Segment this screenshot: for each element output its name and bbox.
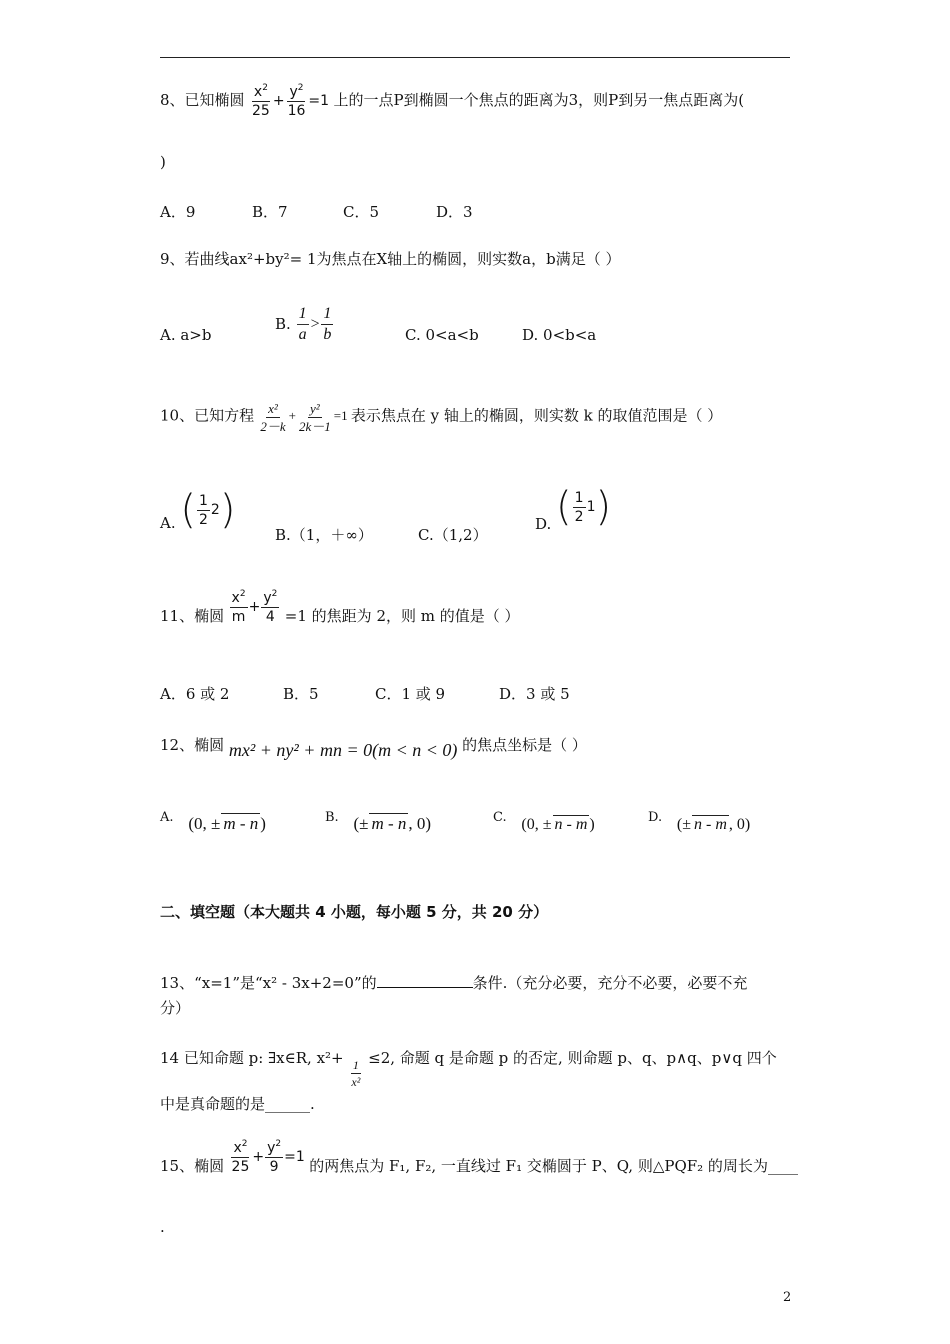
q15-line	[160, 1140, 798, 1176]
q10-equation: $\frac{\text{x²}}{2-k}$ + $\frac{\text{y²}}{2k-1}$ =1	[260, 401, 348, 434]
q9-option-a: A. a>b	[160, 326, 212, 344]
q14-fraction: $\frac{1}{\text{x²}}$	[351, 1058, 361, 1089]
section-title: 二、填空题（本大题共 4 小题，每小题 5 分，共 20 分）	[160, 903, 549, 921]
q10-option-b: B.（1，＋∞）	[275, 526, 373, 544]
q8-prefix: 8、已知椭圆	[160, 91, 245, 109]
q11-option-a: A．6 或 2	[160, 685, 230, 703]
q13-post: 条件.（充分必要，充分不必要，必要不充	[472, 974, 748, 992]
q12-text: 的焦点坐标是（ ）	[462, 736, 587, 754]
q9-option-b: B. $\frac{1}{a}$ > $\frac{1}{b}$	[275, 305, 332, 343]
q10-line	[160, 402, 722, 433]
q12-option-b: B. (± m - n , 0)	[325, 810, 432, 833]
q11-option-b: B．5	[283, 685, 319, 703]
q8-line	[160, 84, 744, 118]
q8-equation: $\frac{x^2}{25}$ + $\frac{y^2}{16}$ =1	[252, 83, 330, 119]
q8-text: 上的一点P到椭圆一个焦点的距离为3，则P到另一焦点距离为(	[333, 91, 745, 109]
q12-option-d: D. (± n - m , 0)	[648, 810, 751, 833]
q12-equation: mx² + ny² + mn = 0(m < n < 0)	[228, 740, 458, 760]
q12-prefix: 12、椭圆	[160, 736, 225, 754]
q10-option-c: C.（1,2）	[418, 526, 488, 544]
q13-line2: 分）	[160, 999, 191, 1017]
q12-option-c: C. (0, ± n - m )	[493, 810, 595, 833]
q8-option-a: A．9	[160, 203, 196, 221]
q8-option-b: B．7	[252, 203, 288, 221]
q11-line	[160, 590, 520, 626]
q8-close: )	[160, 153, 166, 171]
q14-pre: 14 已知命题 p: ∃x∈R, x²+	[160, 1049, 344, 1067]
q8-option-d: D．3	[436, 203, 473, 221]
q8-option-c: C．5	[343, 203, 380, 221]
q14-line2: 中是真命题的是______.	[160, 1095, 315, 1113]
q11-option-d: D．3 或 5	[499, 685, 570, 703]
q15-line2: .	[160, 1218, 165, 1236]
header-rule	[160, 57, 790, 58]
q15-equation: $\frac{x^2}{25}$ + $\frac{y^2}{9}$ =1	[231, 1139, 305, 1175]
q9-option-d: D. 0<b<a	[522, 326, 597, 344]
q9-text: 9、若曲线ax²+by²= 1为焦点在X轴上的椭圆，则实数a，b满足（ ）	[160, 250, 621, 268]
page-number: 2	[783, 1290, 792, 1305]
q15-prefix: 15、椭圆	[160, 1157, 225, 1175]
q14-line	[160, 1047, 777, 1088]
q13-blank[interactable]	[377, 973, 473, 988]
q14-post: ≤2, 命题 q 是命题 p 的否定, 则命题 p、q、p∧q、p∨q 四个	[368, 1049, 777, 1067]
q11-text: =1 的焦距为 2，则 m 的值是（ ）	[284, 607, 520, 625]
q13-line	[160, 972, 747, 993]
q10-option-a: A. ( $\frac{1}{2}$ 2)	[160, 487, 236, 533]
q11-option-c: C．1 或 9	[375, 685, 446, 703]
q13-pre: 13、“x=1”是“x² - 3x+2=0”的	[160, 974, 377, 992]
q12-option-a: A. (0, ± m - n )	[160, 810, 266, 833]
q10-prefix: 10、已知方程	[160, 406, 255, 425]
q10-text: 表示焦点在 y 轴上的椭圆，则实数 k 的取值范围是（ ）	[350, 406, 723, 425]
q15-text: 的两焦点为 F₁, F₂, 一直线过 F₁ 交椭圆于 P、Q, 则△PQF₂ 的周长为____	[309, 1157, 798, 1175]
q9-option-c: C. 0<a<b	[405, 326, 479, 344]
q12-line	[160, 734, 587, 761]
q11-prefix: 11、椭圆	[160, 607, 225, 625]
q10-option-d: D. ( $\frac{1}{2}$ 1)	[535, 484, 612, 533]
q11-equation: $\frac{x^2}{m}$ + $\frac{y^2}{4}$	[231, 589, 278, 625]
